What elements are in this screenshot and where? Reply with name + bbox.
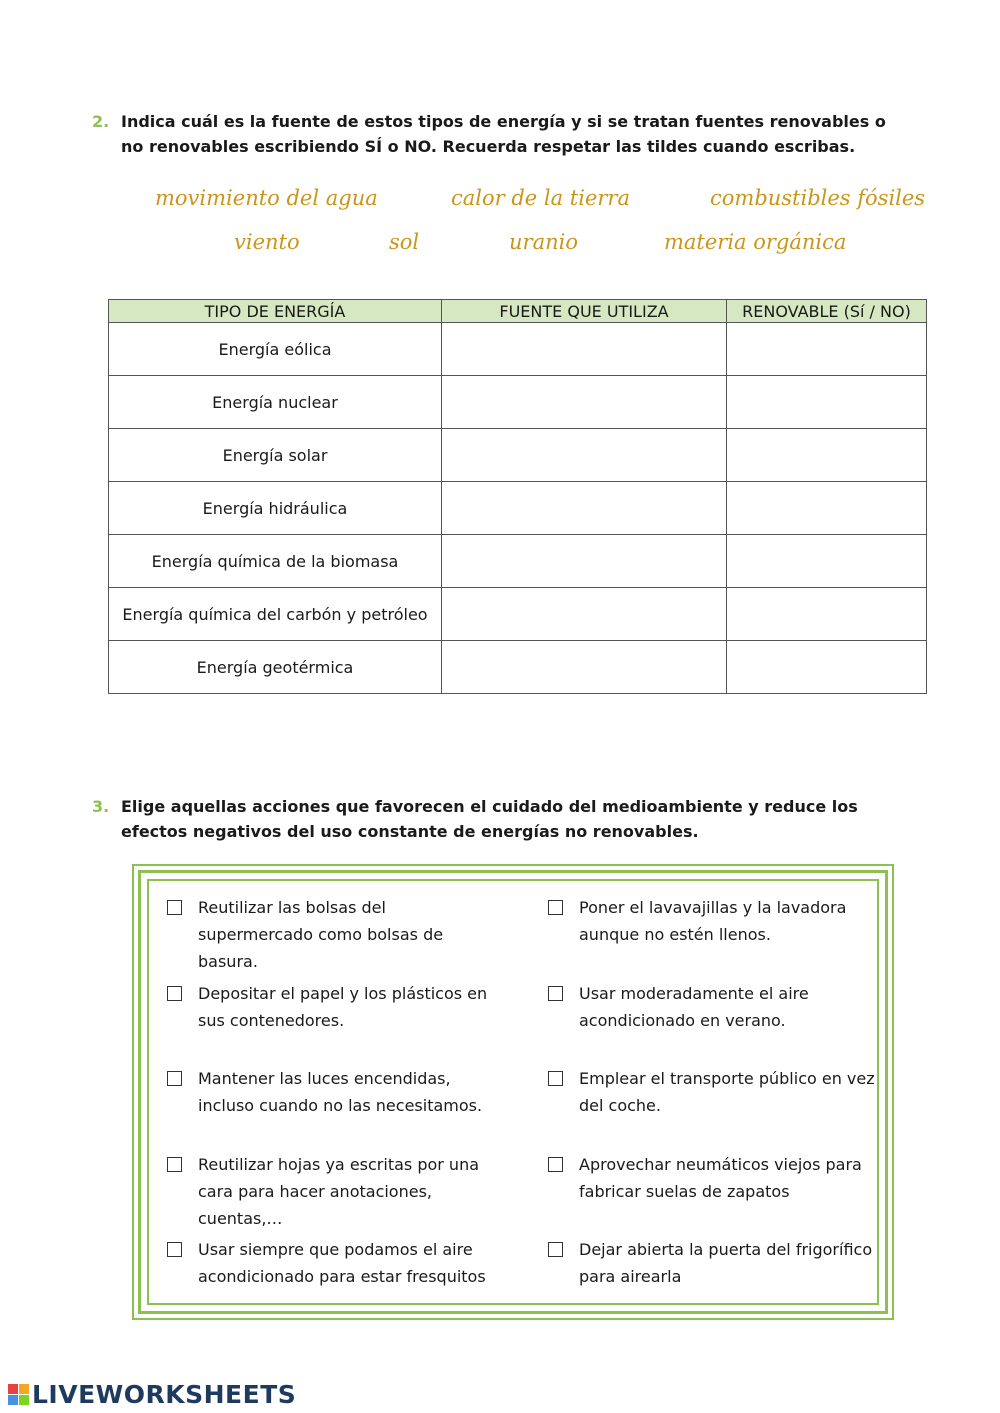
logo-tile [19,1384,29,1394]
renewable-answer-cell[interactable] [727,429,927,482]
header-source: FUENTE QUE UTILIZA [442,300,727,323]
word-bank-item: uranio [509,230,578,254]
source-answer-cell[interactable] [442,429,727,482]
action-item [167,1065,497,1119]
energy-type-cell: Energía eólica [109,323,442,376]
logo-tile [8,1395,18,1405]
source-answer-cell[interactable] [442,376,727,429]
question-2-number: 2. [92,112,110,131]
energy-type-cell: Energía química del carbón y petróleo [109,588,442,641]
source-answer-cell[interactable] [442,323,727,376]
action-checkbox[interactable] [167,1071,182,1086]
action-item [548,1151,878,1205]
action-checkbox[interactable] [167,1242,182,1257]
question-3-number: 3. [92,797,110,816]
renewable-answer-cell[interactable] [727,641,927,694]
question-2-text: Indica cuál es la fuente de estos tipos de energía y si se tratan fuentes renovables o no renovables escribiendo SÍ o NO. Recuerda respetar las tildes cuando escribas. [121,112,886,156]
action-label: Usar moderadamente el aire acondicionado en verano. [579,984,809,1030]
logo-tile [8,1384,18,1394]
table-row [109,588,927,641]
action-label: Dejar abierta la puerta del frigorífico para airearla [579,1240,873,1286]
logo-mark-icon [8,1384,29,1405]
renewable-answer-cell[interactable] [727,482,927,535]
energy-type-cell: Energía hidráulica [109,482,442,535]
energy-table [108,299,927,694]
action-label: Aprovechar neumáticos viejos para fabricar suelas de zapatos [579,1155,862,1201]
table-row [109,535,927,588]
action-label: Reutilizar hojas ya escritas por una cara para hacer anotaciones, cuentas,… [198,1155,480,1228]
source-answer-cell[interactable] [442,588,727,641]
action-checkbox[interactable] [548,1071,563,1086]
action-item [167,894,497,975]
action-item [548,1065,878,1119]
source-answer-cell[interactable] [442,535,727,588]
table-row [109,482,927,535]
action-item [548,980,878,1034]
energy-type-cell: Energía nuclear [109,376,442,429]
action-label: Reutilizar las bolsas del supermercado como bolsas de basura. [198,898,444,971]
action-label: Depositar el papel y los plásticos en sus contenedores. [198,984,488,1030]
header-renewable: RENOVABLE (Sí / NO) [727,300,927,323]
source-answer-cell[interactable] [442,482,727,535]
action-checkbox[interactable] [167,1157,182,1172]
action-label: Emplear el transporte público en vez del coche. [579,1069,875,1115]
question-3-text: Elige aquellas acciones que favorecen el cuidado del medioambiente y reduce los efectos negativos del uso constante de energías no renovables. [121,797,858,841]
action-item [167,1236,497,1290]
question-2 [92,109,892,159]
action-item [548,894,878,948]
action-item [167,980,497,1034]
table-row [109,376,927,429]
energy-type-cell: Energía geotérmica [109,641,442,694]
renewable-answer-cell[interactable] [727,588,927,641]
action-label: Mantener las luces encendidas, incluso cuando no las necesitamos. [198,1069,483,1115]
action-item [167,1151,497,1232]
word-bank-item: calor de la tierra [451,186,630,210]
action-checkbox[interactable] [548,1242,563,1257]
word-bank-item: sol [389,230,420,254]
question-3 [92,794,892,844]
renewable-answer-cell[interactable] [727,323,927,376]
action-checkbox[interactable] [167,986,182,1001]
liveworksheets-logo[interactable] [8,1380,296,1409]
table-row [109,429,927,482]
action-checkbox[interactable] [548,1157,563,1172]
action-item [548,1236,878,1290]
word-bank-item: viento [234,230,300,254]
word-bank-item: materia orgánica [664,230,847,254]
action-checkbox[interactable] [548,986,563,1001]
energy-type-cell: Energía química de la biomasa [109,535,442,588]
word-bank-item: movimiento del agua [155,186,378,210]
renewable-answer-cell[interactable] [727,376,927,429]
renewable-answer-cell[interactable] [727,535,927,588]
table-header-row [109,300,927,323]
word-bank-item: combustibles fósiles [710,186,926,210]
energy-type-cell: Energía solar [109,429,442,482]
action-label: Usar siempre que podamos el aire acondicionado para estar fresquitos [198,1240,486,1286]
header-energy-type: TIPO DE ENERGÍA [109,300,442,323]
table-row [109,641,927,694]
action-checkbox[interactable] [548,900,563,915]
source-answer-cell[interactable] [442,641,727,694]
logo-tile [19,1395,29,1405]
brand-name: LIVEWORKSHEETS [32,1380,297,1409]
action-label: Poner el lavavajillas y la lavadora aunque no estén llenos. [579,898,847,944]
table-row [109,323,927,376]
action-checkbox[interactable] [167,900,182,915]
